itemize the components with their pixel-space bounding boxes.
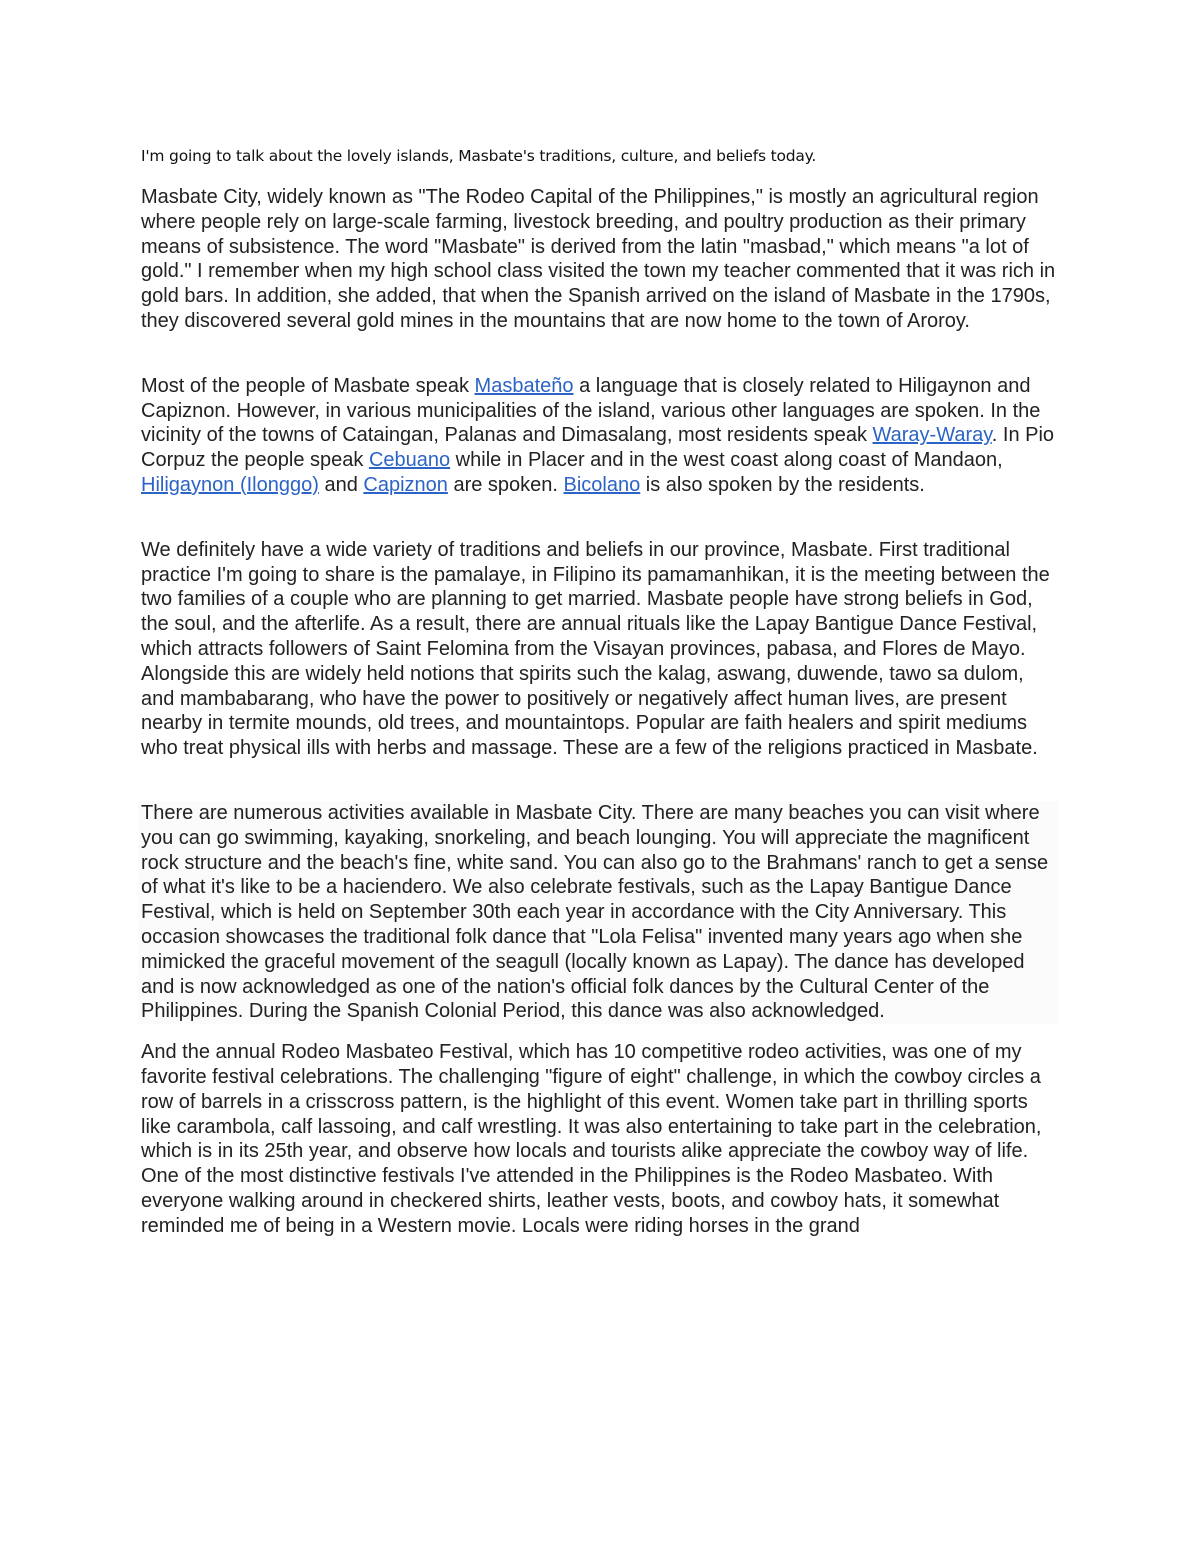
paragraph-traditions-beliefs: We definitely have a wide variety of traditions and beliefs in our province, Masbate. First traditional practice I'm going to share is the pamalaye, in Filipino its pamamanhikan, it is the meeting between the two families of a couple who are planning to get married. Masbate people have strong beliefs in God, the soul, and the afterlife. As a result, there are annual rituals like the Lapay Bantigue Dance Festival, which attracts followers of Saint Felomina from the Visayan provinces, pabasa, and Flores de Mayo. Alongside this are widely held notions that spirits such the kalag, aswang, duwende, tawo sa dulom, and mambabarang, who have the power to positively or negatively affect human lives, are present nearby in termite mounds, old trees, and mountaintops. Popular are faith healers and spirit mediums who treat physical ills with herbs and massage. These are a few of the religions practiced in Masbate. [141,538,1050,760]
paragraph-rodeo-festival: And the annual Rodeo Masbateo Festival, which has 10 competitive rodeo activities, was one of my favorite festival celebrations. The challenging "figure of eight" challenge, in which the cowboy circles a row of barrels in a crisscross pattern, is the highlight of this event. Women take part in thrilling sports like carambola, calf lassoing, and calf wrestling. It was also entertaining to take part in the celebration, which is in its 25th year, and observe how locals and tourists alike appreciate the cowboy way of life. [141,1041,1042,1163]
paragraph-activities: There are numerous activities available in Masbate City. There are many beaches you can visit where you can go swimming, kayaking, snorkeling, and beach lounging. You will appreciate the magnificent rock structure and the beach's fine, white sand. You can also go to the Brahmans' ranch to get a sense of what it's like to be a haciendero. We also celebrate festivals, such as the Lapay Bantigue Dance Festival, which is held on September 30th each year in accordance with the City Anniversary. This occasion showcases the traditional folk dance that "Lola Felisa" invented many years ago when she mimicked the graceful movement of the seagull (locally known as Lapay). The dance has developed and is now acknowledged as one of the nation's official folk dances by the Cultural Center of the Philippines. During the Spanish Colonial Period, this dance was also acknowledged. [138,801,1059,1024]
link-capiznon[interactable]: Capiznon [363,473,448,496]
link-waray-waray[interactable]: Waray-Waray [872,424,992,447]
link-hiligaynon[interactable]: Hiligaynon (Ilonggo) [141,473,319,496]
languages-text-1: Most of the people of Masbate speak [141,374,475,397]
link-bicolano[interactable]: Bicolano [563,473,641,496]
languages-text-7: is also spoken by the residents. [640,473,925,496]
paragraph-languages [141,374,1061,498]
languages-text-5: and [318,473,364,496]
languages-text-6: are spoken. [447,473,564,496]
intro-line: I'm going to talk about the lovely islands, Masbate's traditions, culture, and beliefs today. [141,147,817,165]
languages-text-4: while in Placer and in the west coast along coast of Mandaon, [450,449,1003,472]
link-masbateno[interactable]: Masbateño [474,374,574,397]
link-cebuano[interactable]: Cebuano [368,449,451,472]
document-body [141,144,1061,1238]
paragraph-agriculture-history: Masbate City, widely known as "The Rodeo Capital of the Philippines," is mostly an agricultural region where people rely on large-scale farming, livestock breeding, and poultry production as their primary means of subsistence. The word "Masbate" is derived from the latin "masbad," which means "a lot of gold." I remember when my high school class visited the town my teacher commented that it was rich in gold bars. In addition, she added, that when the Spanish arrived on the island of Masbate in the 1790s, they discovered several gold mines in the mountains that are now home to the town of Aroroy. [141,186,1056,332]
languages-text-3: . In Pio Corpuz the people speak [141,424,1055,472]
paragraph-rodeo-experience: One of the most distinctive festivals I've attended in the Philippines is the Rodeo Masbateo. With everyone walking around in checkered shirts, leather vests, boots, and cowboy hats, it somewhat reminded me of being in a Western movie. Locals were riding horses in the grand [141,1165,1000,1237]
languages-text-2: a language that is closely related to Hiligaynon and Capiznon. However, in various municipalities of the island, various other languages are spoken. In the vicinity of the towns of Cataingan, Palanas and Dimasalang, most residents speak [141,374,1041,447]
